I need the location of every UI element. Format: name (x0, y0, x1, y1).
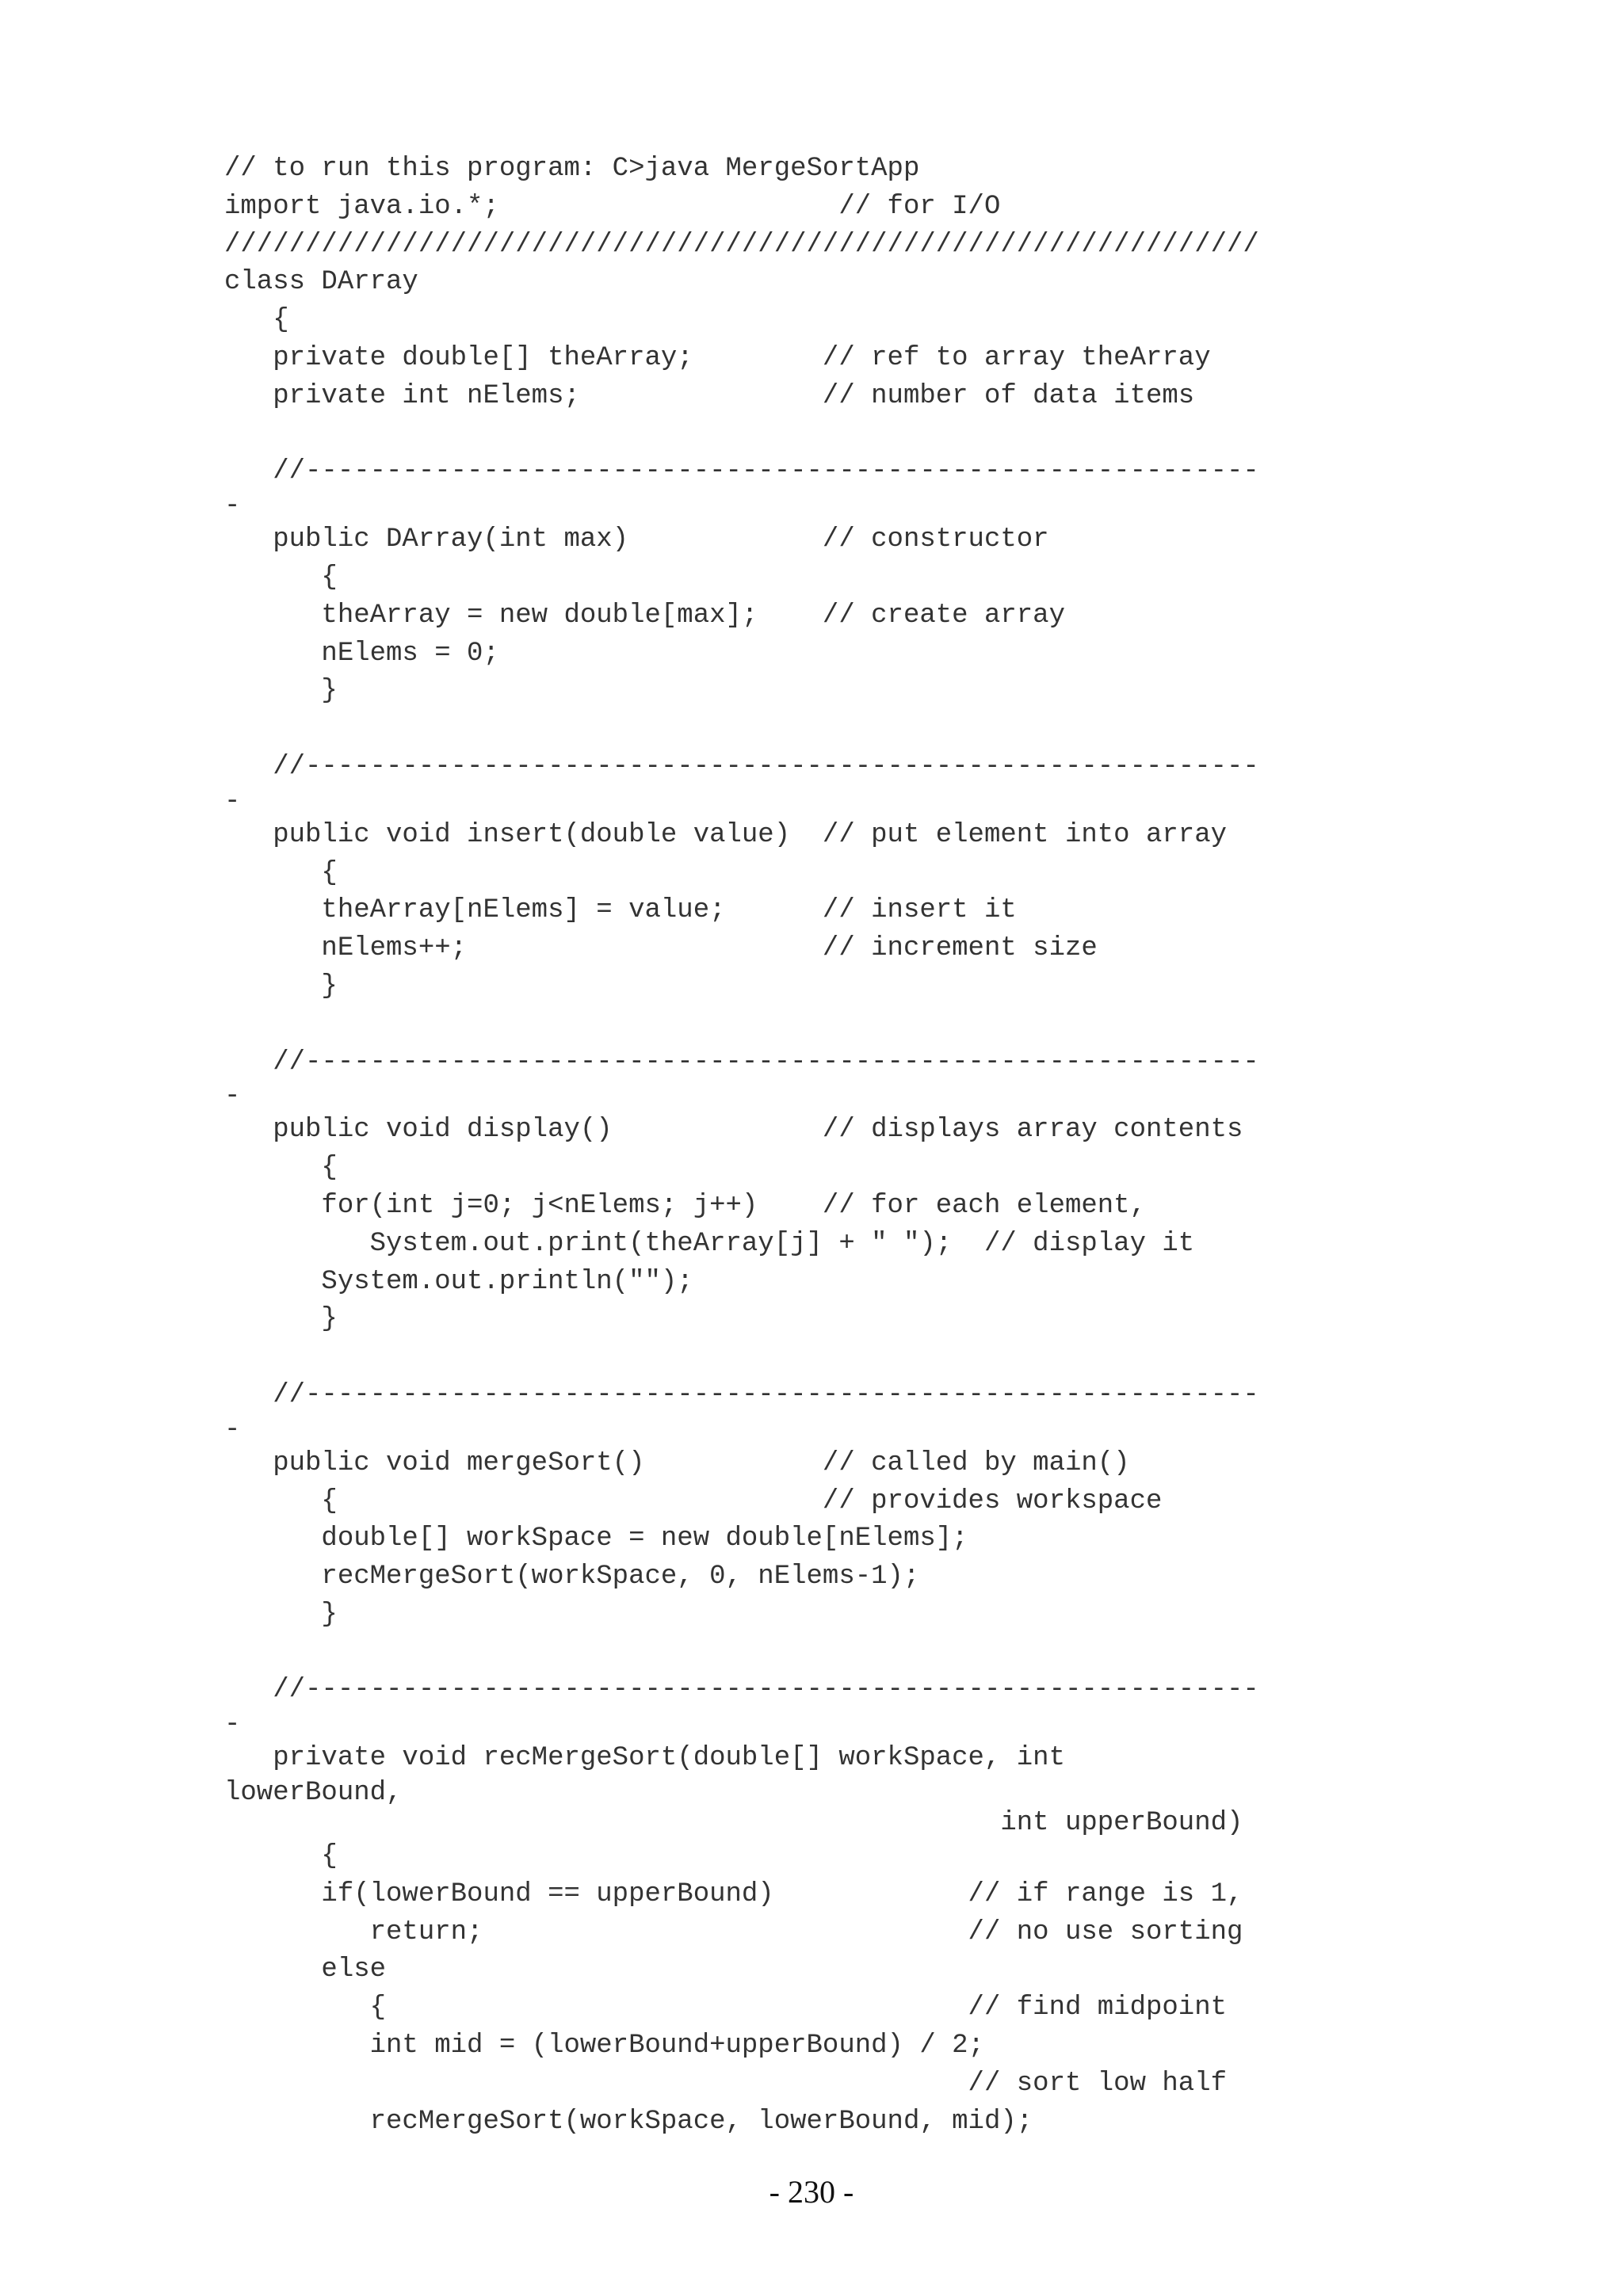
code-line: recMergeSort(workSpace, 0, nElems-1); (224, 1562, 920, 1592)
code-line: double[] workSpace = new double[nElems]; (224, 1524, 968, 1554)
code-line: theArray = new double[max]; // create array (224, 600, 1065, 631)
code-line: lowerBound, (224, 1778, 403, 1809)
code-line: //----------------------------------------------------------- (224, 751, 1259, 782)
code-line: class DArray (224, 267, 418, 298)
code-line: // sort low half (224, 2068, 1228, 2099)
code-line: } (224, 1599, 338, 1630)
code-line: { (224, 857, 338, 888)
code-line: else (224, 1955, 387, 1985)
code-line: } (224, 676, 338, 707)
code-line: System.out.println(""); (224, 1266, 693, 1297)
code-line: } (224, 1304, 338, 1335)
code-line: nElems++; // increment size (224, 933, 1098, 964)
code-line: public DArray(int max) // constructor (224, 524, 1049, 555)
code-line: - (224, 1414, 241, 1445)
code-line: } (224, 971, 338, 1001)
blank-line (224, 416, 1259, 454)
code-line: int upperBound) (224, 1808, 1243, 1839)
blank-line (224, 711, 1259, 749)
code-line: for(int j=0; j<nElems; j++) // for each element, (224, 1190, 1146, 1221)
code-line: import java.io.*; // for I/O (224, 191, 1001, 222)
code-line: { // find midpoint (224, 1993, 1228, 2023)
code-line: - (224, 1081, 241, 1112)
code-line: { // provides workspace (224, 1486, 1163, 1516)
code-listing (224, 151, 1259, 2141)
code-line: { (224, 1841, 338, 1872)
code-line: return; // no use sorting (224, 1917, 1243, 1947)
code-line: public void mergeSort() // called by main() (224, 1447, 1130, 1478)
code-line: public void display() // displays array contents (224, 1115, 1243, 1146)
page-number: - 230 - (769, 2174, 854, 2210)
code-line: private double[] theArray; // ref to array theArray (224, 342, 1211, 373)
code-line: private void recMergeSort(double[] workSpace, int (224, 1743, 1065, 1774)
code-line: { (224, 305, 289, 336)
code-line: private int nElems; // number of data items (224, 380, 1195, 411)
blank-line (224, 1339, 1259, 1377)
code-line: //----------------------------------------------------------- (224, 1047, 1259, 1077)
blank-line (224, 1634, 1259, 1672)
code-line: nElems = 0; (224, 638, 499, 669)
blank-line (224, 1006, 1259, 1044)
code-line: - (224, 1710, 241, 1741)
code-line: - (224, 786, 241, 817)
code-line: //----------------------------------------------------------- (224, 1379, 1259, 1410)
code-line: //////////////////////////////////////////////////////////////// (224, 229, 1259, 260)
code-line: - (224, 491, 241, 522)
code-line: { (224, 562, 338, 593)
code-line: // to run this program: C>java MergeSortApp (224, 154, 920, 184)
code-line: //----------------------------------------------------------- (224, 456, 1259, 487)
code-line: //----------------------------------------------------------- (224, 1675, 1259, 1706)
code-line: int mid = (lowerBound+upperBound) / 2; (224, 2031, 984, 2061)
code-line: System.out.print(theArray[j] + " "); // display it (224, 1228, 1195, 1259)
code-line: { (224, 1153, 338, 1184)
code-line: if(lowerBound == upperBound) // if range is 1, (224, 1878, 1243, 1909)
code-line: recMergeSort(workSpace, lowerBound, mid); (224, 2106, 1033, 2137)
code-line: public void insert(double value) // put element into array (224, 819, 1228, 850)
code-line: theArray[nElems] = value; // insert it (224, 895, 1017, 926)
